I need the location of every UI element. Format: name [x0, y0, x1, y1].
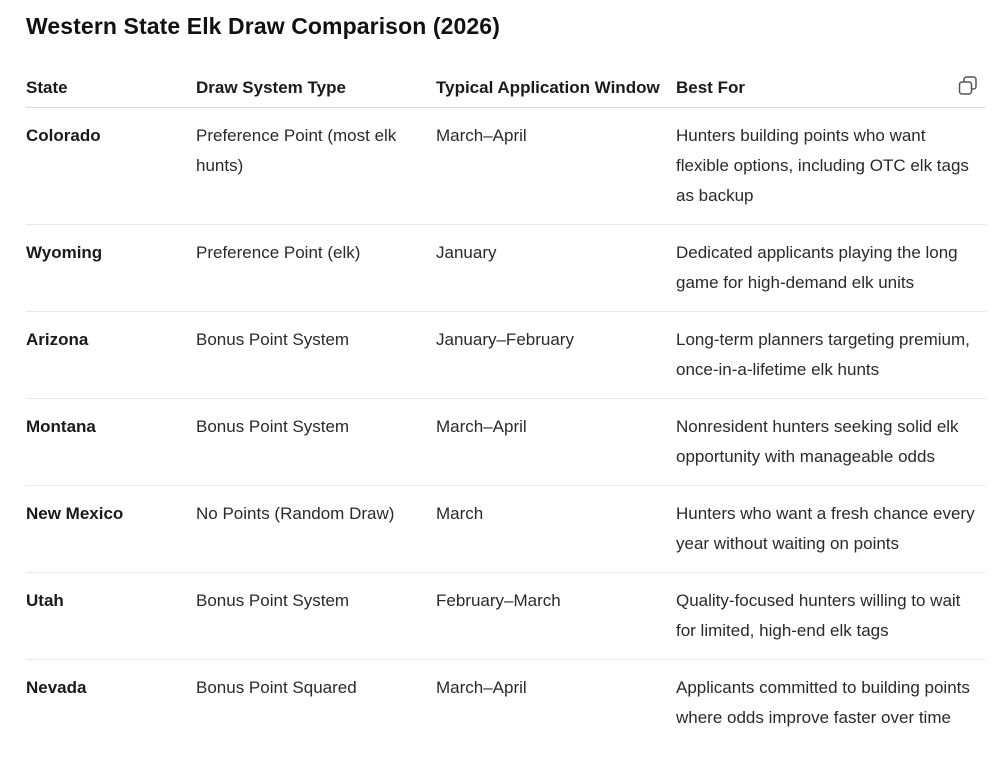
cell-state: New Mexico — [26, 486, 196, 573]
cell-state: Arizona — [26, 312, 196, 399]
cell-state: Colorado — [26, 108, 196, 225]
cell-best-for: Nonresident hunters seeking solid elk opportunity with manageable odds — [676, 399, 986, 486]
column-header-application-window: Typical Application Window — [436, 55, 676, 108]
table-row — [26, 399, 986, 486]
cell-draw-system: Bonus Point System — [196, 573, 436, 660]
cell-application-window: February–March — [436, 573, 676, 660]
cell-state: Wyoming — [26, 225, 196, 312]
cell-application-window: March–April — [436, 399, 676, 486]
cell-best-for: Long-term planners targeting premium, once-in-a-lifetime elk hunts — [676, 312, 986, 399]
cell-state: Montana — [26, 399, 196, 486]
table-row — [26, 312, 986, 399]
cell-best-for: Dedicated applicants playing the long game for high-demand elk units — [676, 225, 986, 312]
elk-draw-table — [26, 55, 986, 746]
cell-draw-system: Preference Point (elk) — [196, 225, 436, 312]
cell-best-for: Quality-focused hunters willing to wait for limited, high-end elk tags — [676, 573, 986, 660]
cell-best-for: Applicants committed to building points where odds improve faster over time — [676, 678, 970, 727]
cell-draw-system: Bonus Point Squared — [196, 678, 357, 697]
cell-application-window: March — [436, 486, 676, 573]
page-title: Western State Elk Draw Comparison (2026) — [26, 13, 500, 39]
column-header-draw-system: Draw System Type — [196, 55, 436, 108]
cell-draw-system: Bonus Point System — [196, 399, 436, 486]
cell-draw-system: Bonus Point System — [196, 312, 436, 399]
cell-best-for: Hunters who want a fresh chance every year without waiting on points — [676, 486, 986, 573]
table-row — [26, 108, 986, 225]
table-row — [26, 225, 986, 312]
table-header-row — [26, 55, 986, 108]
cell-best-for: Hunters building points who want flexible options, including OTC elk tags as backup — [676, 108, 986, 225]
cell-application-window: January — [436, 225, 676, 312]
cell-state: Utah — [26, 573, 196, 660]
cell-application-window: January–February — [436, 312, 676, 399]
cell-draw-system: Preference Point (most elk hunts) — [196, 108, 436, 225]
table-row — [26, 660, 986, 747]
column-header-best-for: Best For — [676, 55, 986, 108]
cell-draw-system: No Points (Random Draw) — [196, 486, 436, 573]
cell-state: Nevada — [26, 678, 87, 697]
table-row — [26, 573, 986, 660]
cell-application-window: March–April — [436, 678, 527, 697]
column-header-state: State — [26, 55, 196, 108]
table-row — [26, 486, 986, 573]
cell-application-window: March–April — [436, 108, 676, 225]
